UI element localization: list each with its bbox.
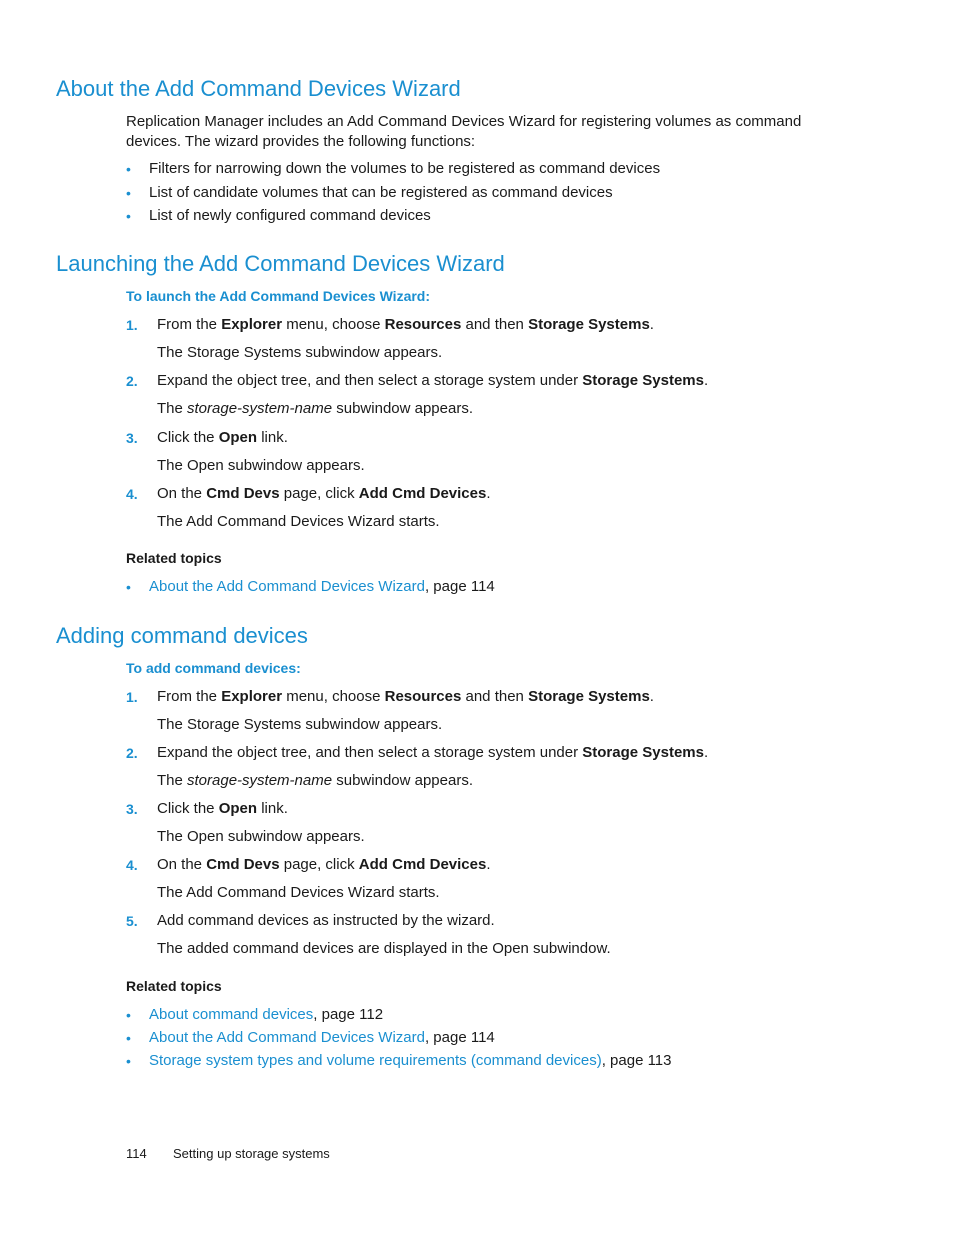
ui-term: Cmd Devs [206,856,280,873]
ui-term: Storage Systems [582,744,704,761]
ui-term: Explorer [221,688,283,705]
ui-term: Storage Systems [528,316,650,333]
step-number: 2. [126,373,138,389]
section-title-adding-devices: Adding command devices [56,623,308,648]
page-reference: , page 112 [313,1006,384,1023]
related-topic-link[interactable]: Storage system types and volume requirements (command devices) [149,1052,602,1069]
step-text: Click the Open link. [157,429,288,446]
bullet-icon: • [126,1053,131,1069]
ui-term: Storage Systems [528,688,650,705]
step-text: Expand the object tree, and then select a storage system under Storage Systems. [157,744,709,761]
ui-term: Resources [384,688,462,705]
step-number: 1. [126,689,138,705]
step-text: Add command devices as instructed by the wizard. [157,912,495,929]
bullet-icon: • [126,1007,131,1023]
procedure-title: To add command devices: [126,660,301,676]
page-footer [126,1145,330,1163]
procedure-title: To launch the Add Command Devices Wizard: [126,288,431,304]
bullet-icon: • [126,1030,131,1046]
step-result: The Storage Systems subwindow appears. [157,344,443,361]
page-reference: , page 113 [601,1052,672,1069]
ui-term: Cmd Devs [206,485,280,502]
related-topic-link[interactable]: About the Add Command Devices Wizard [149,578,425,595]
step-number: 4. [126,857,138,873]
ui-term: Resources [384,316,462,333]
page-number: 114 [126,1146,147,1161]
step-text: Click the Open link. [157,800,288,817]
page-reference: , page 114 [424,1029,495,1046]
step-text: From the Explorer menu, choose Resources and then Storage Systems. [157,316,654,333]
ui-term: Storage Systems [582,372,704,389]
ui-term: Open [218,429,258,446]
variable-term: storage-system-name [187,400,333,417]
step-result: The added command devices are displayed in the Open subwindow. [157,940,611,957]
step-result: The Add Command Devices Wizard starts. [157,513,440,530]
section-title-launching-wizard: Launching the Add Command Devices Wizard [56,251,505,276]
step-number: 3. [126,430,138,446]
bullet-icon: • [126,161,131,177]
step-text: On the Cmd Devs page, click Add Cmd Devices. [157,856,491,873]
step-number: 4. [126,486,138,502]
step-text: From the Explorer menu, choose Resources and then Storage Systems. [157,688,654,705]
step-number: 3. [126,801,138,817]
step-result: The Open subwindow appears. [157,828,365,845]
list-item-text: List of candidate volumes that can be registered as command devices [149,184,613,201]
step-text: Expand the object tree, and then select a storage system under Storage Systems. [157,372,709,389]
intro-paragraph: Replication Manager includes an Add Command Devices Wizard for registering volumes as command devices. The wizard provides the following functions: [126,113,802,150]
related-topic-link[interactable]: About the Add Command Devices Wizard [149,1029,425,1046]
step-number: 1. [126,317,138,333]
variable-term: storage-system-name [187,772,333,789]
ui-term: Explorer [221,316,283,333]
related-topics-title: Related topics [126,978,222,994]
step-result: The Add Command Devices Wizard starts. [157,884,440,901]
section-title-about-wizard: About the Add Command Devices Wizard [56,76,461,101]
step-result: The Storage Systems subwindow appears. [157,716,443,733]
list-item-text: List of newly configured command devices [149,207,431,224]
step-text: On the Cmd Devs page, click Add Cmd Devices. [157,485,491,502]
chapter-title: Setting up storage systems [173,1146,330,1161]
step-result: The storage-system-name subwindow appears. [157,400,473,417]
related-topics-title: Related topics [126,550,222,566]
bullet-icon: • [126,579,131,595]
step-result: The storage-system-name subwindow appears. [157,772,473,789]
related-topic-link[interactable]: About command devices [149,1006,314,1023]
list-item-text: Filters for narrowing down the volumes to be registered as command devices [149,160,661,177]
step-number: 2. [126,745,138,761]
ui-term: Add Cmd Devices [358,485,487,502]
bullet-icon: • [126,185,131,201]
bullet-icon: • [126,208,131,224]
ui-term: Open [218,800,258,817]
step-number: 5. [126,913,138,929]
step-result: The Open subwindow appears. [157,457,365,474]
ui-term: Add Cmd Devices [358,856,487,873]
page-reference: , page 114 [424,578,495,595]
